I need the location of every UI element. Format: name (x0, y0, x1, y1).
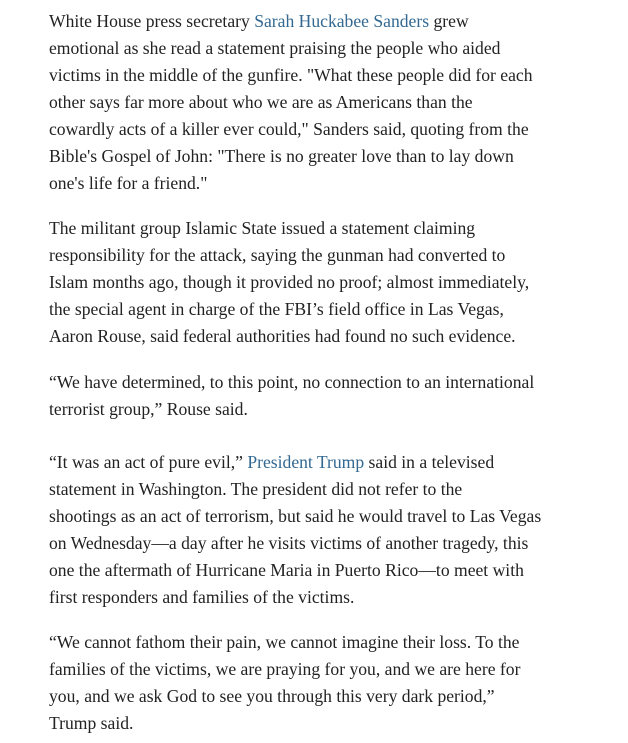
text-line: Bible's Gospel of John: "There is no greater love than to lay down (49, 146, 514, 166)
text-line: the special agent in charge of the FBI’s field office in Las Vegas, (49, 299, 504, 319)
text-line: shootings as an act of terrorism, but said he would travel to Las Vegas (49, 506, 542, 526)
text-line: Trump said. (49, 713, 134, 733)
text-line: The militant group Islamic State issued a statement claiming (49, 218, 476, 238)
text-line: “We cannot fathom their pain, we cannot imagine their loss. To the (49, 632, 520, 652)
text-line: statement in Washington. The president did not refer to the (49, 479, 463, 499)
text-line: you, and we ask God to see you through this very dark period,” (49, 686, 495, 706)
text-line: families of the victims, we are praying for you, and we are here for (49, 659, 521, 679)
text-line: on Wednesday—a day after he visits victims of another tragedy, this (49, 533, 529, 553)
article-body (49, 8, 619, 733)
paragraph-trump-statement (49, 449, 541, 611)
link-sarah-huckabee-sanders[interactable]: Sarah Huckabee Sanders (254, 11, 430, 31)
text-span: said in a televised (364, 452, 495, 472)
text-line: one the aftermath of Hurricane Maria in Puerto Rico—to meet with (49, 560, 524, 580)
text-line: “We have determined, to this point, no connection to an international (49, 372, 535, 392)
text-line (49, 449, 541, 476)
text-line: emotional as she read a statement praising the people who aided (49, 38, 501, 58)
link-president-trump[interactable]: President Trump (247, 452, 365, 472)
text-line: Aaron Rouse, said federal authorities had found no such evidence. (49, 326, 516, 346)
paragraph-trump-quote (49, 629, 520, 737)
text-line: terrorist group,” Rouse said. (49, 399, 248, 419)
text-line: victims in the middle of the gunfire. "What these people did for each (49, 65, 533, 85)
paragraph-islamic-state (49, 215, 529, 350)
paragraph-rouse-quote (49, 369, 534, 423)
text-line: first responders and families of the victims. (49, 587, 355, 607)
text-span: White House press secretary (49, 11, 255, 31)
text-line: responsibility for the attack, saying the gunman had converted to (49, 245, 506, 265)
text-span: “It was an act of pure evil,” (49, 452, 248, 472)
text-line: other says far more about who we are as Americans than the (49, 92, 473, 112)
text-line: Islam months ago, though it provided no proof; almost immediately, (49, 272, 530, 292)
text-span: grew (429, 11, 469, 31)
text-line (49, 8, 619, 35)
text-line: one's life for a friend." (49, 173, 208, 193)
text-line: cowardly acts of a killer ever could," Sanders said, quoting from the (49, 119, 529, 139)
paragraph-sanders (49, 8, 619, 197)
